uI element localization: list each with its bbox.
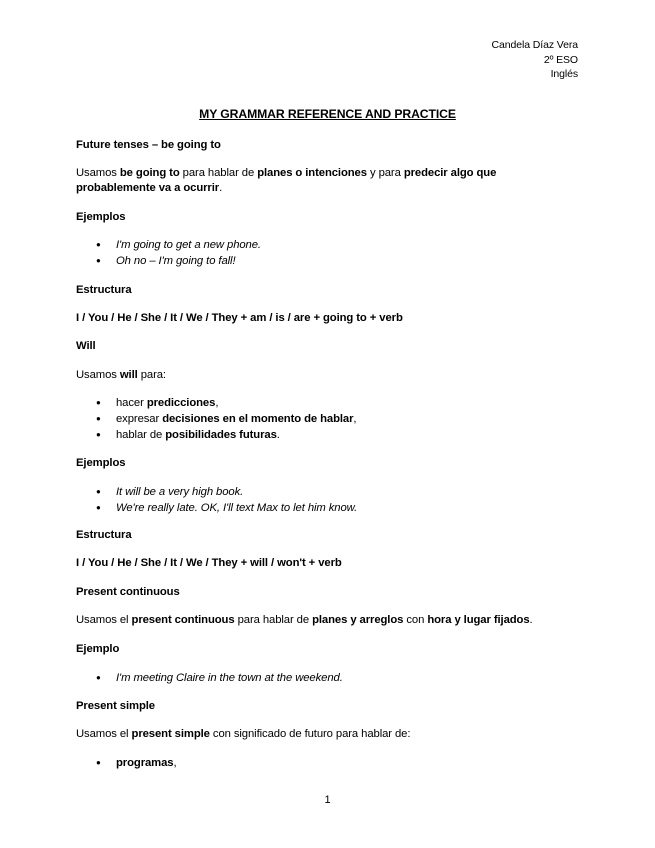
section-heading-present-simple: Present simple [76, 700, 155, 712]
page-number: 1 [324, 794, 331, 806]
subject-label: Inglés [550, 68, 578, 80]
section-heading-present-continuous: Present continuous [76, 586, 180, 598]
course-label: 2º ESO [543, 53, 578, 66]
list-item: ● hablar de posibilidades futuras. [76, 427, 576, 443]
present-continuous-example-heading: Ejemplo [76, 643, 120, 655]
list-item: ● Oh no – I'm going to fall! [76, 253, 576, 269]
going-to-intro: Usamos be going to para hablar de planes o intenciones y para predecir algo que probablemente va a ocurrir. [76, 167, 497, 194]
section-heading-will: Will [76, 340, 96, 352]
document-header [492, 38, 578, 82]
section-heading-going-to: Future tenses – be going to [76, 139, 221, 151]
will-structure: I / You / He / She / It / We / They + will / won't + verb [76, 557, 342, 569]
present-simple-intro: Usamos el present simple con significado de futuro para hablar de: [76, 728, 411, 740]
list-item: ● I'm going to get a new phone. [76, 237, 576, 253]
will-intro: Usamos will para: [76, 369, 166, 381]
going-to-structure-heading: Estructura [76, 284, 132, 296]
list-item: ● hacer predicciones, [76, 395, 576, 411]
list-item: ● I'm meeting Claire in the town at the weekend. [76, 670, 576, 686]
list-item: ● expresar decisiones en el momento de hablar, [76, 411, 576, 427]
present-continuous-intro: Usamos el present continuous para hablar de planes y arreglos con hora y lugar fijados. [76, 614, 533, 626]
going-to-examples-heading: Ejemplos [76, 211, 126, 223]
will-examples-list [76, 484, 576, 516]
document-title: MY GRAMMAR REFERENCE AND PRACTICE [199, 107, 456, 121]
present-simple-uses-list [76, 755, 576, 771]
will-examples-heading: Ejemplos [76, 457, 126, 469]
list-item: ● programas, [76, 755, 576, 771]
will-uses-list [76, 395, 576, 443]
going-to-structure: I / You / He / She / It / We / They + am / is / are + going to + verb [76, 312, 403, 324]
author-name: Candela Díaz Vera [491, 39, 578, 51]
will-structure-heading: Estructura [76, 529, 132, 541]
list-item: ● We're really late. OK, I'll text Max to let him know. [76, 500, 576, 516]
going-to-examples-list [76, 237, 576, 269]
present-continuous-examples-list [76, 670, 576, 686]
list-item: ● It will be a very high book. [76, 484, 576, 500]
